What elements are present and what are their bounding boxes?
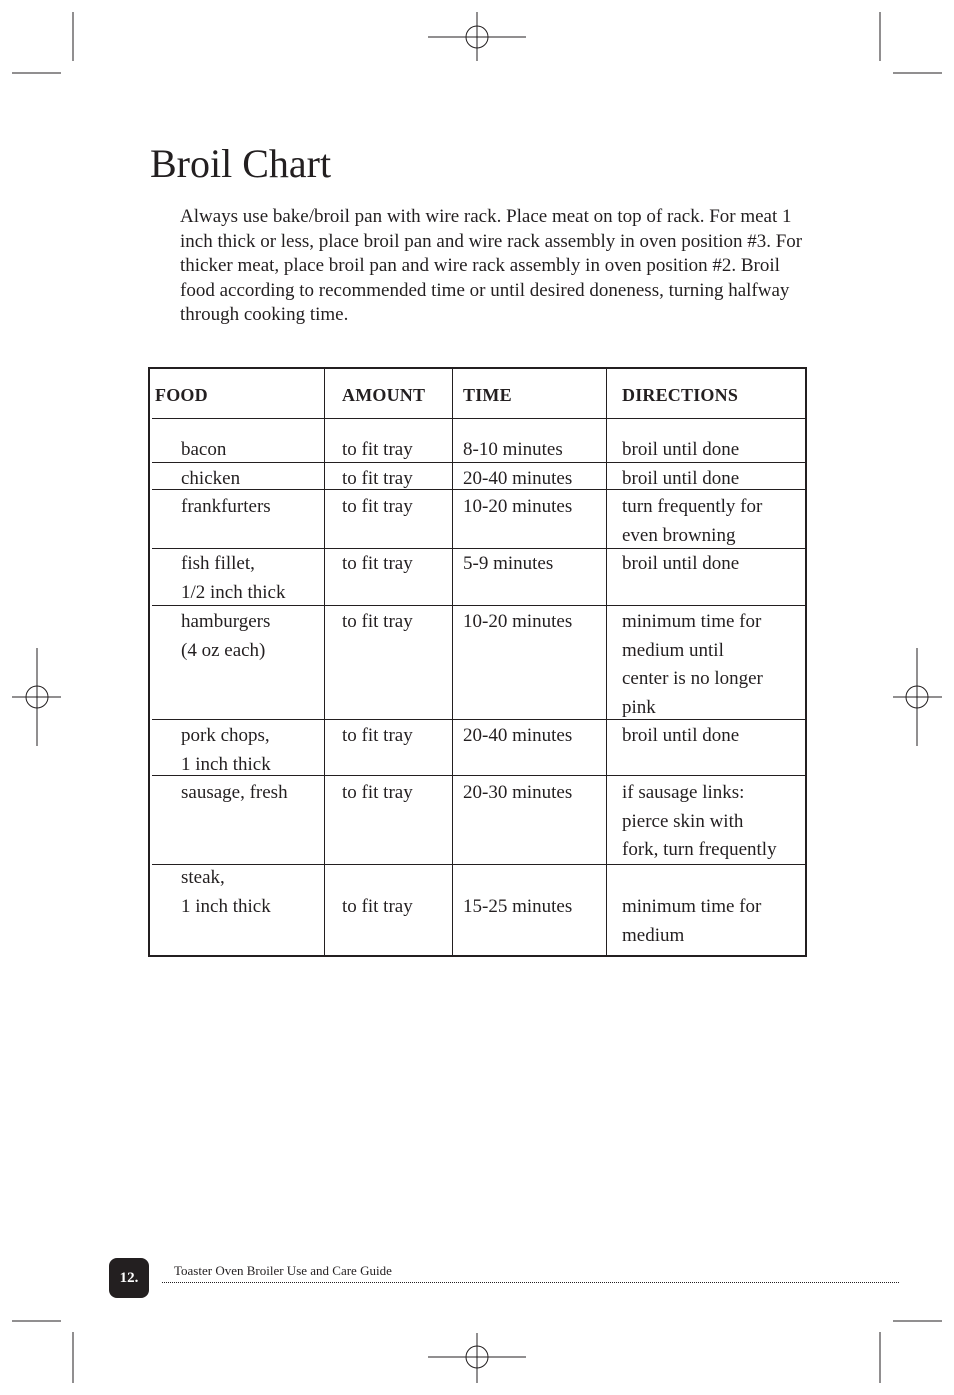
time-cell: 20-30 minutes bbox=[463, 782, 573, 803]
amount-cell: to fit tray bbox=[342, 896, 413, 917]
directions-cell: if sausage links: pierce skin with fork, turn frequently bbox=[622, 782, 777, 861]
header-amount: AMOUNT bbox=[342, 385, 426, 405]
footer-dotted-rule bbox=[162, 1282, 899, 1283]
column-divider bbox=[324, 369, 325, 955]
page-title: Broil Chart bbox=[150, 141, 332, 186]
directions-cell: broil until done bbox=[622, 468, 740, 489]
food-cell: fish fillet, 1/2 inch thick bbox=[181, 553, 286, 603]
column-divider bbox=[452, 369, 453, 955]
food-cell: chicken bbox=[181, 468, 241, 489]
header-directions: DIRECTIONS bbox=[622, 385, 739, 405]
time-cell: 5-9 minutes bbox=[463, 553, 554, 574]
amount-cell: to fit tray bbox=[342, 439, 413, 460]
header-divider bbox=[152, 418, 805, 419]
food-cell: frankfurters bbox=[181, 496, 271, 517]
header-food: FOOD bbox=[155, 385, 208, 405]
food-cell: steak, 1 inch thick bbox=[181, 867, 271, 917]
directions-cell: broil until done bbox=[622, 725, 740, 746]
directions-cell: broil until done bbox=[622, 439, 740, 460]
amount-cell: to fit tray bbox=[342, 496, 413, 517]
food-cell: hamburgers (4 oz each) bbox=[181, 611, 271, 661]
time-cell: 10-20 minutes bbox=[463, 496, 573, 517]
amount-cell: to fit tray bbox=[342, 553, 413, 574]
directions-cell: broil until done bbox=[622, 553, 740, 574]
column-divider bbox=[606, 369, 607, 955]
time-cell: 20-40 minutes bbox=[463, 725, 573, 746]
food-cell: pork chops, 1 inch thick bbox=[181, 725, 271, 775]
page-number-badge: 12. bbox=[109, 1258, 149, 1298]
amount-cell: to fit tray bbox=[342, 468, 413, 489]
intro-paragraph: Always use bake/broil pan with wire rack. Place meat on top of rack. For meat 1 inch thick or less, place broil pan and wire rack assembly in oven position #3. For thicker meat, place broil pan and wire rack assembly in oven position #2. Broil food according to recommended time or until desired doneness, turning halfway through cooking time. bbox=[180, 206, 803, 326]
directions-cell: minimum time for medium until center is no longer pink bbox=[622, 611, 763, 718]
broil-chart-table bbox=[148, 367, 807, 957]
food-cell: sausage, fresh bbox=[181, 782, 288, 803]
time-cell: 15-25 minutes bbox=[463, 896, 573, 917]
food-cell: bacon bbox=[181, 439, 227, 460]
header-time: TIME bbox=[463, 385, 512, 405]
amount-cell: to fit tray bbox=[342, 611, 413, 632]
footer-guide-title: Toaster Oven Broiler Use and Care Guide bbox=[174, 1263, 392, 1278]
directions-cell: turn frequently for even browning bbox=[622, 496, 763, 546]
directions-cell: minimum time for medium bbox=[622, 896, 762, 946]
time-cell: 10-20 minutes bbox=[463, 611, 573, 632]
time-cell: 8-10 minutes bbox=[463, 439, 563, 460]
time-cell: 20-40 minutes bbox=[463, 468, 573, 489]
amount-cell: to fit tray bbox=[342, 782, 413, 803]
amount-cell: to fit tray bbox=[342, 725, 413, 746]
